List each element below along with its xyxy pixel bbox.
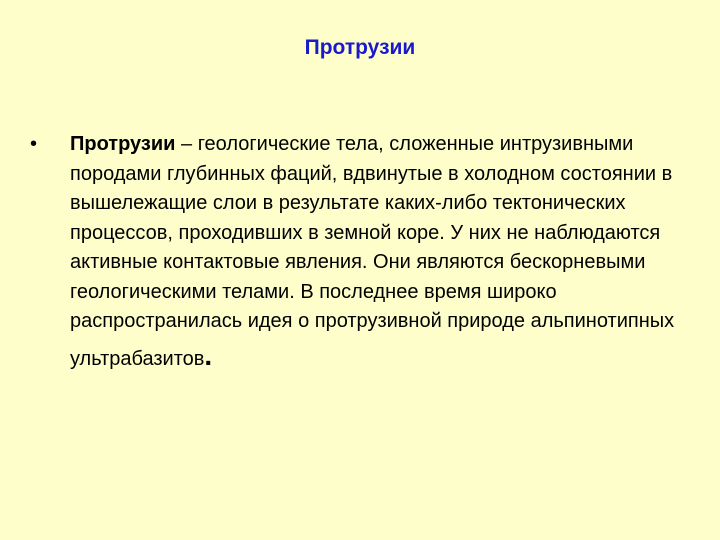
bullet-term: Протрузии [70, 133, 176, 155]
bullet-period: . [204, 339, 213, 371]
bullet-list [30, 130, 690, 374]
bullet-marker-icon: • [30, 133, 38, 155]
bullet-last-line [70, 339, 213, 375]
bullet-last-word: ультрабазитов [70, 347, 205, 370]
slide-title: Протрузии [304, 36, 416, 59]
bullet-dash: – [175, 133, 198, 155]
bullet-item [30, 130, 690, 374]
bullet-text: геологические тела, сложенные интрузивными породами глубинных фаций, вдвинутые в холодном состоянии в вышележащие слои в результате каких-либо тектонических процессов, проходивших в земной коре. У них не наблюдаются активные контактовые явления. Они являются бескорневыми геологическими телами. В последнее время широко распространилась идея о протрузивной природе альпинотипных [70, 133, 675, 332]
